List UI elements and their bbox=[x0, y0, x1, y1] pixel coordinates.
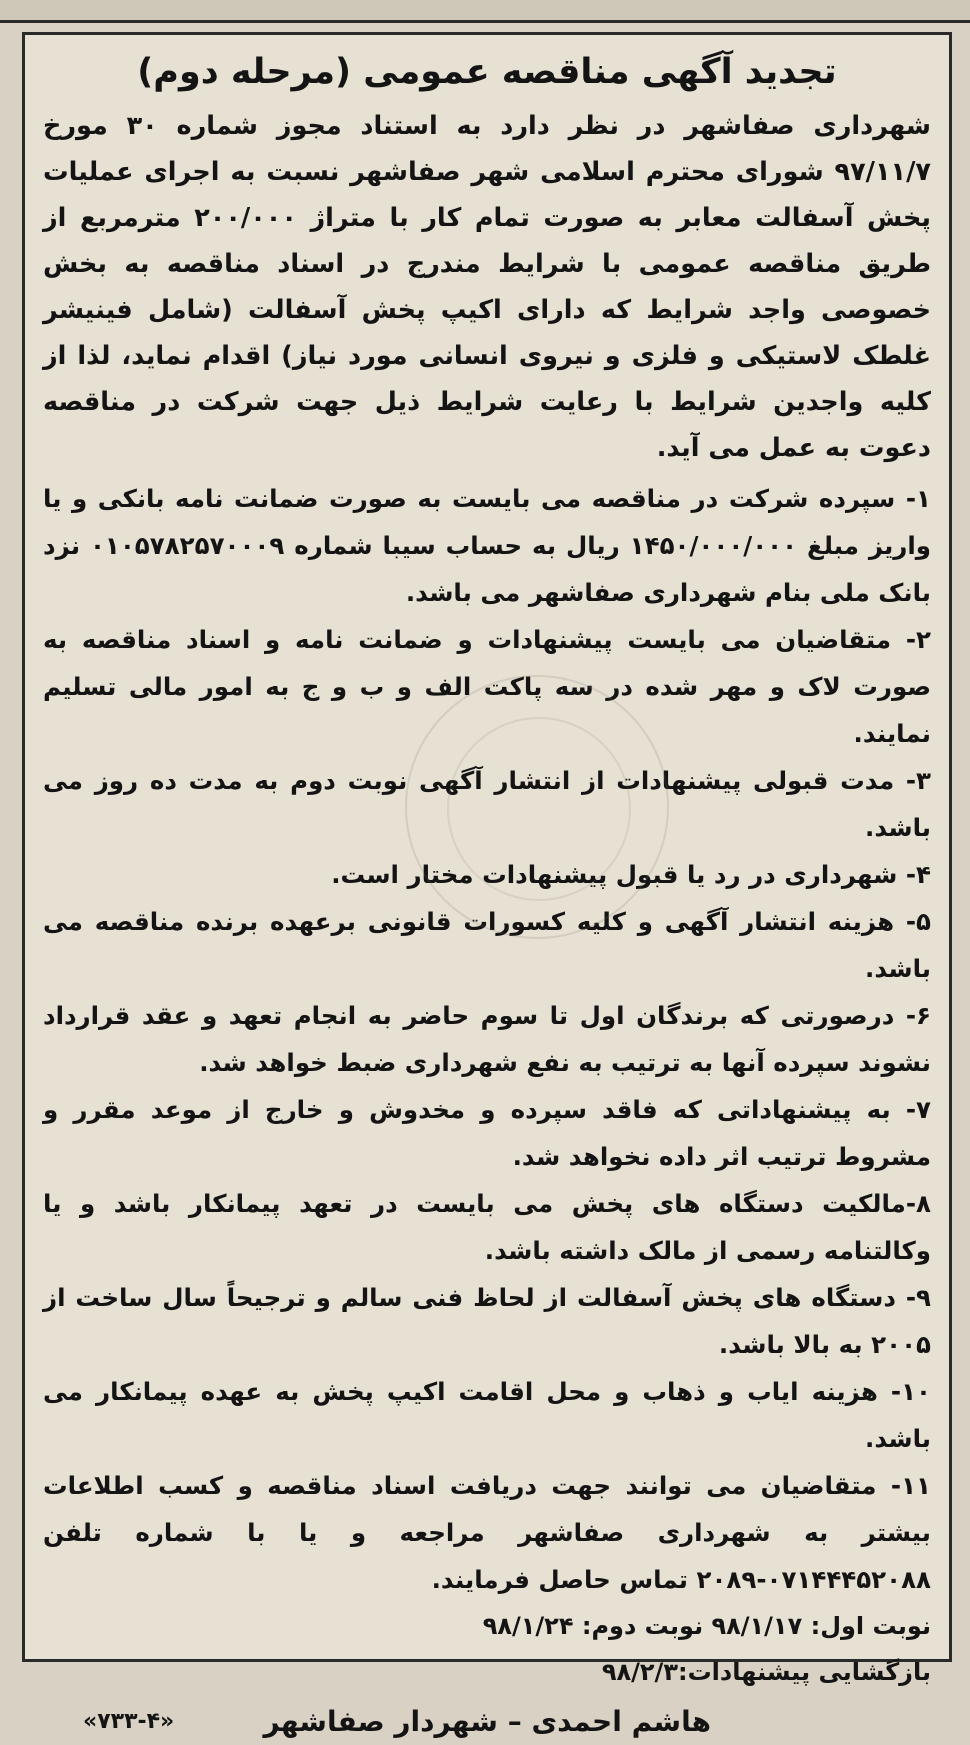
conditions-list bbox=[43, 475, 931, 1603]
condition-item: ۱۰- هزینه ایاب و ذهاب و محل اقامت اکیپ پخش به عهده پیمانکار می باشد. bbox=[43, 1377, 931, 1453]
condition-item: ۷- به پیشنهاداتی که فاقد سپرده و مخدوش و خارج از موعد مقرر و مشروط ترتیب اثر داده نخواهد شد. bbox=[43, 1095, 931, 1171]
condition-item: ۸-مالکیت دستگاه های پخش می بایست در تعهد پیمانکار باشد و یا وکالتنامه رسمی از مالک داشته باشد. bbox=[43, 1189, 931, 1265]
condition-item: ۴- شهرداری در رد یا قبول پیشنهادات مختار است. bbox=[331, 860, 931, 889]
mayor-signature: هاشم احمدی – شهردار صفاشهر bbox=[263, 1705, 711, 1738]
previous-notice-border bbox=[0, 0, 970, 23]
condition-item: ۱۱- متقاضیان می توانند جهت دریافت اسناد مناقصه و کسب اطلاعات بیشتر به شهرداری صفاشهر مراجعه و یا با شماره تلفن ۰۷۱۴۴۴۵۲۰۸۸-۲۰۸۹ تماس حاصل فرمایند. bbox=[43, 1471, 931, 1594]
condition-item: ۳- مدت قبولی پیشنهادات از انتشار آگهی نوبت دوم به مدت ده روز می باشد. bbox=[43, 766, 931, 842]
condition-item: ۶- درصورتی که برندگان اول تا سوم حاضر به انجام تعهد و عقد قرارداد نشوند سپرده آنها به ترتیب به نفع شهرداری ضبط خواهد شد. bbox=[43, 1001, 931, 1077]
publication-dates: نوبت اول: ۹۸/۱/۱۷ نوبت دوم: ۹۸/۱/۲۴ bbox=[482, 1612, 931, 1640]
notice-code: «۷۳۳-۴» bbox=[83, 1709, 175, 1734]
condition-item: ۵- هزینه انتشار آگهی و کلیه کسورات قانونی برعهده برنده مناقصه می باشد. bbox=[43, 907, 931, 983]
condition-item: ۱- سپرده شرکت در مناقصه می بایست به صورت ضمانت نامه بانکی و یا واریز مبلغ ۱۴۵۰/۰۰۰/۰۰۰ ریال به حساب سیبا شماره ۰۱۰۵۷۸۲۵۷۰۰۰۹ نزد بانک ملی بنام شهرداری صفاشهر می باشد. bbox=[43, 484, 932, 607]
tender-notice bbox=[22, 32, 952, 1738]
signature-row bbox=[43, 1699, 931, 1745]
notice-title: تجدید آگهی مناقصه عمومی (مرحله دوم) bbox=[137, 52, 837, 92]
opening-date: بازگشایی پیشنهادات:۹۸/۲/۳ bbox=[601, 1658, 931, 1686]
condition-item: ۲- متقاضیان می بایست پیشنهادات و ضمانت نامه و اسناد مناقصه به صورت لاک و مهر شده در سه پاکت الف و ب و ج به امور مالی تسلیم نمایند. bbox=[43, 625, 931, 748]
condition-item: ۹- دستگاه های پخش آسفالت از لحاظ فنی سالم و ترجیحاً سال ساخت از ۲۰۰۵ به بالا باشد. bbox=[43, 1283, 931, 1359]
notice-intro: شهرداری صفاشهر در نظر دارد به استناد مجوز شماره ۳۰ مورخ ۹۷/۱۱/۷ شورای محترم اسلامی شهر صفاشهر نسبت به اجرای عملیات پخش آسفالت معابر به صورت تمام کار با متراژ ۲۰۰/۰۰۰ مترمربع از طریق مناقصه عمومی با شرایط مندرج در اسناد مناقصه به بخش خصوصی واجد شرایط که دارای اکیپ پخش آسفالت (شامل فینیشر غلطک لاستیکی و فلزی و نیروی انسانی مورد نیاز) اقدام نماید، لذا از کلیه واجدین شرایط با رعایت شرایط ذیل جهت شرکت در مناقصه دعوت به عمل می آید. bbox=[43, 111, 931, 463]
